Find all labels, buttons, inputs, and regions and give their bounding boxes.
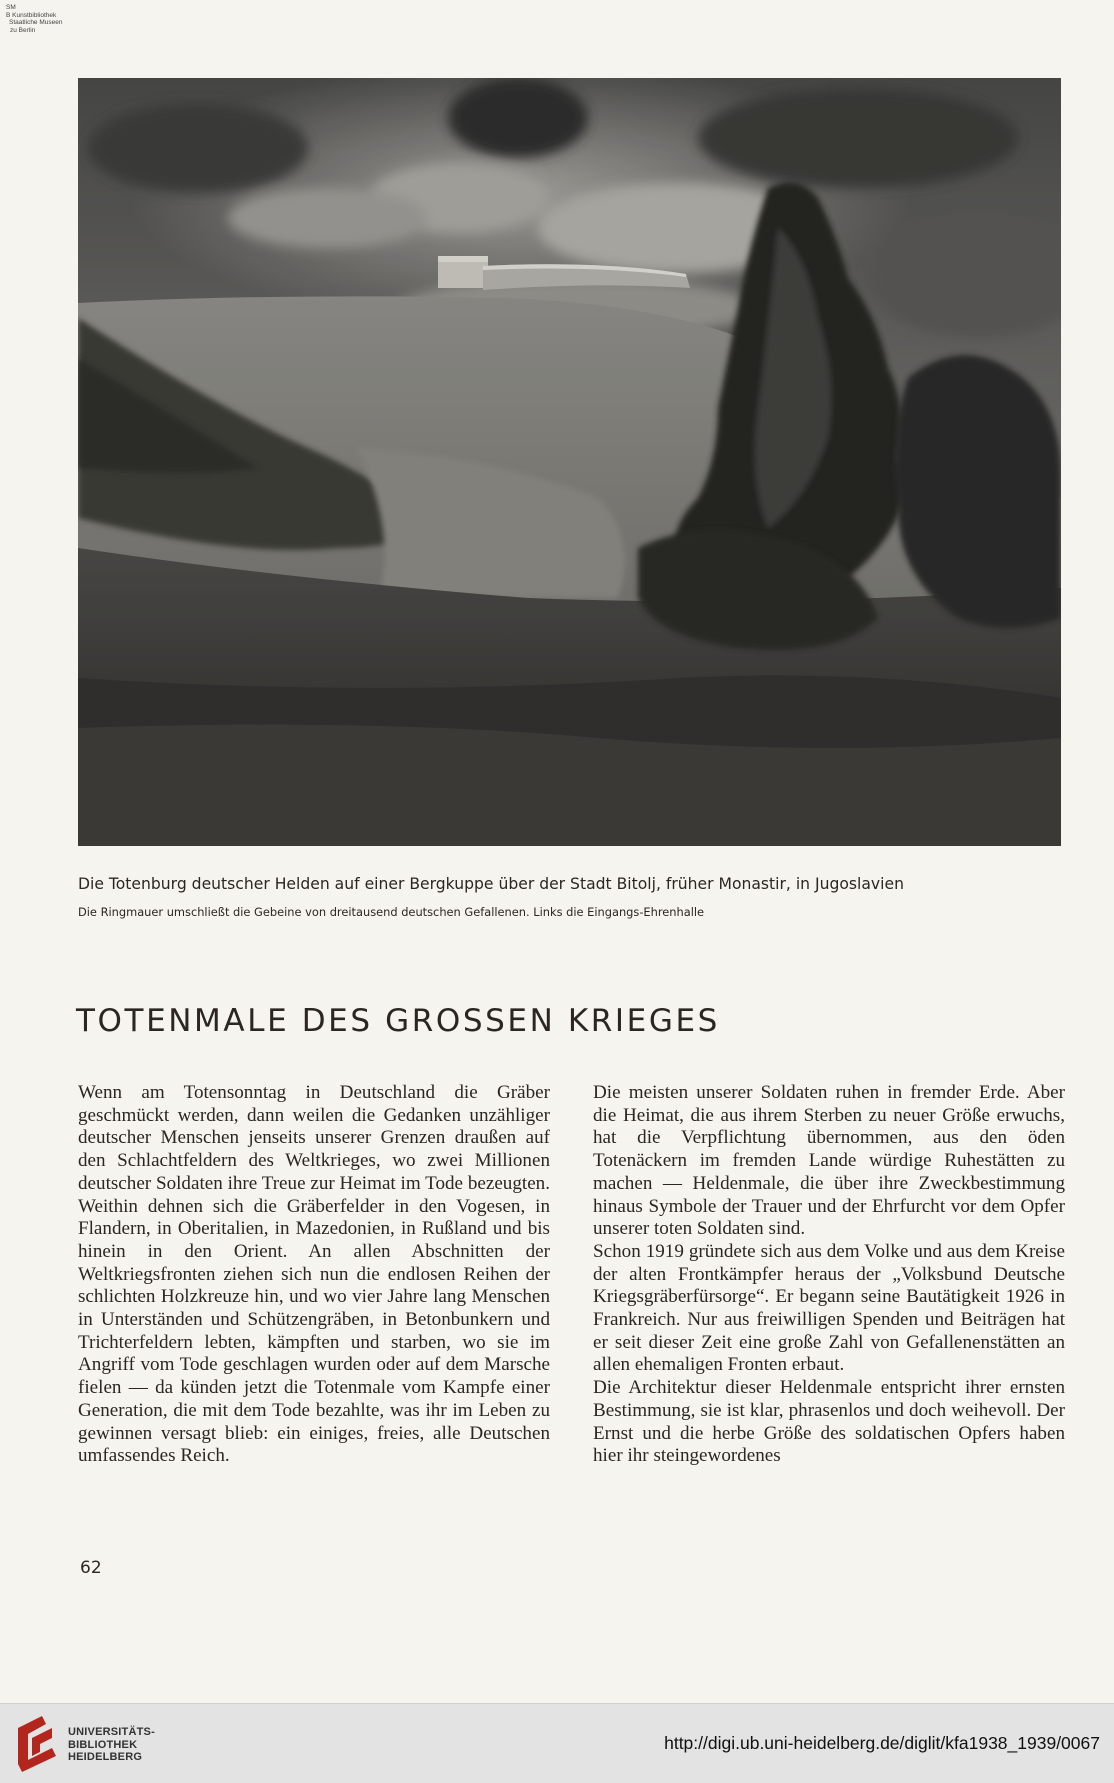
paragraph: Wenn am Totensonntag in Deutschland die Gräber geschmückt werden, dann weilen die Gedanken unzähliger deutscher Menschen jenseits unserer Grenzen draußen auf den Schlachtfeldern des Weltkrieges, wo zwei Millionen deutscher Soldaten ihre Treue zur Heimat im Tode bezeugten. Weithin dehnen sich die Gräberfelder in den Vogesen, in Flandern, in Oberitalien, in Mazedonien, in Rußland und bis hinein in den Orient. An allen Abschnitten der Weltkriegsfronten ziehen sich nun die endlosen Reihen der schlichten Holzkreuze hin, und wo vier Jahre lang Menschen in Unterständen und Schützengräben, in Betonbunkern und Trichterfeldern lebten, kämpften und starben, wo sie im Angriff vom Tode geschlagen wurden oder auf dem Marsche fielen — da künden jetzt die Totenmale vom Kampfe einer Generation, die mit dem Tode bezahlte, was ihr im Leben zu gewinnen versagt blieb: ein einiges, freies, alle Deutschen umfassendes Reich. [78,1082,550,1467]
photo-caption: Die Totenburg deutscher Helden auf einer Bergkuppe über der Stadt Bitolj, früher Monastir, in Jugoslavien [78,875,904,893]
stamp-line: SM [6,4,16,11]
library-name [68,1726,155,1764]
paragraph: Die Architektur dieser Heldenmale entspricht ihrer ernsten Bestimmung, sie ist klar, phrasenlos und doch weihevoll. Der Ernst und die herbe Größe des soldatischen Opfers haben hier ihr steingewordenes [593,1377,1065,1467]
library-name-line: BIBLIOTHEK [68,1738,138,1751]
photograph-image [78,78,1061,846]
memorial-photograph [78,78,1061,846]
article-title: TOTENMALE DES GROSSEN KRIEGES [76,1003,720,1039]
page-number: 62 [80,1558,102,1578]
article-right-column [593,1082,1065,1468]
stamp-line: zu Berlin [10,26,36,34]
library-stamp [6,4,62,34]
library-name-line: HEIDELBERG [68,1751,143,1763]
digitization-footer [0,1703,1114,1783]
stamp-line: B Kunstbibliothek [6,11,57,19]
university-library-logo-icon [12,1714,60,1772]
stamp-line: Staatliche Museen [9,19,63,26]
paragraph: Die meisten unserer Soldaten ruhen in fremder Erde. Aber die Heimat, die aus ihrem Sterben zu neuer Größe erwuchs, hat die Verpflichtung übernommen, aus den öden Totenäckern im fremden Lande würdige Ruhestätten zu machen — Heldenmale, die über ihre Zweckbestimmung hinaus Symbole der Trauer und der Ehrfurcht vor dem Opfer unserer toten Soldaten sind. [593,1082,1065,1240]
source-url-link[interactable]: http://digi.ub.uni-heidelberg.de/diglit/kfa1938_1939/0067 [664,1733,1100,1753]
article-left-column [78,1082,550,1468]
paragraph: Schon 1919 gründete sich aus dem Volke und aus dem Kreise der alten Frontkämpfer heraus der „Volksbund Deutsche Kriegsgräberfürsorge“. Er begann seine Bautätigkeit 1926 in Frankreich. Nur aus freiwilligen Spenden und Beiträgen hat er seit dieser Zeit eine große Zahl von Gefallenenstätten an allen ehemaligen Fronten erbaut. [593,1240,1065,1376]
library-name-line: UNIVERSITÄTS- [68,1726,155,1738]
photo-subcaption: Die Ringmauer umschließt die Gebeine von dreitausend deutschen Gefallenen. Links die Eingangs-Ehrenhalle [78,905,705,919]
